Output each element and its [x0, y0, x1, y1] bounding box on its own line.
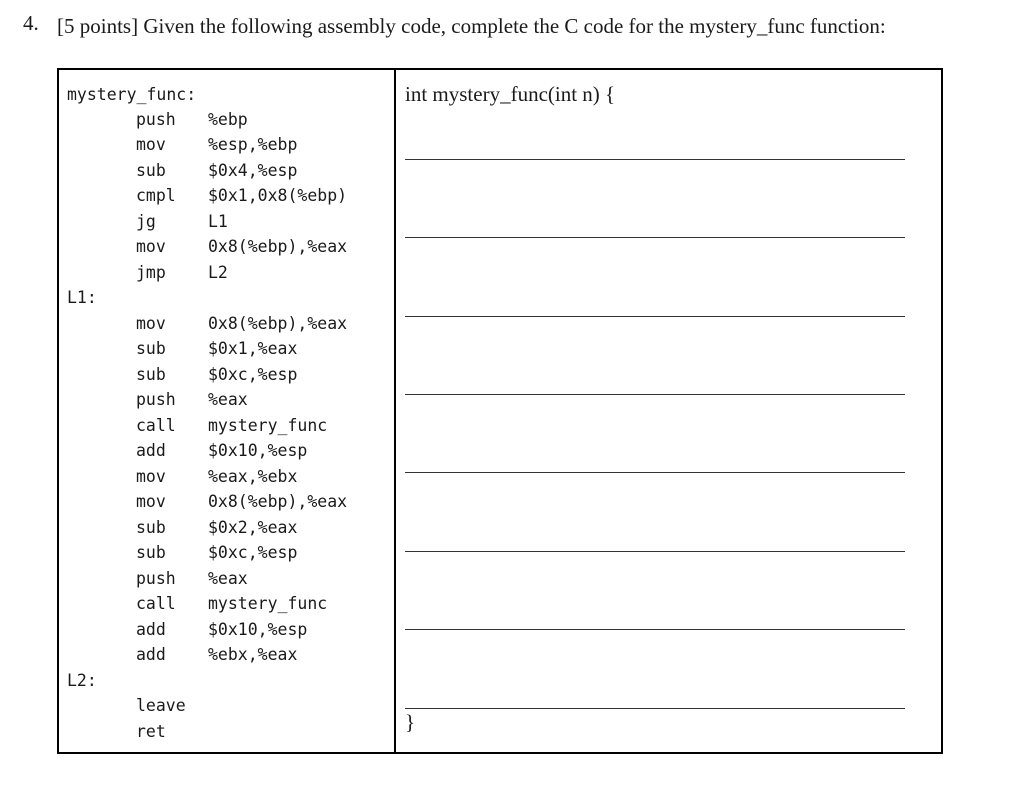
answer-blank-line[interactable] [405, 159, 905, 160]
answer-blank-line[interactable] [405, 316, 905, 317]
asm-label: L1: [67, 288, 97, 307]
asm-label-row [59, 668, 394, 693]
asm-operand: %ebx,%eax [208, 645, 298, 664]
asm-instruction-row [59, 464, 394, 489]
asm-instruction-row [59, 387, 394, 412]
asm-instruction-row [59, 489, 394, 514]
asm-instruction-row [59, 515, 394, 540]
asm-label-row [59, 82, 394, 107]
asm-opcode: call [136, 594, 176, 613]
asm-operand: $0x1,%eax [208, 339, 298, 358]
asm-opcode: mov [136, 467, 166, 486]
asm-instruction-row [59, 158, 394, 183]
asm-opcode: sub [136, 161, 166, 180]
asm-operand: $0x1,0x8(%ebp) [208, 186, 348, 205]
asm-instruction-row [59, 566, 394, 591]
asm-instruction-row [59, 540, 394, 565]
function-signature: int mystery_func(int n) { [405, 82, 616, 106]
asm-operand: $0x4,%esp [208, 161, 298, 180]
asm-opcode: add [136, 441, 166, 460]
code-table [57, 68, 943, 754]
asm-opcode: sub [136, 518, 166, 537]
asm-instruction-row [59, 107, 394, 132]
asm-instruction-row [59, 234, 394, 259]
asm-instruction-row [59, 617, 394, 642]
asm-opcode: mov [136, 135, 166, 154]
asm-operand: $0x2,%eax [208, 518, 298, 537]
asm-opcode: add [136, 645, 166, 664]
answer-blank-line[interactable] [405, 629, 905, 630]
asm-operand: %esp,%ebp [208, 135, 298, 154]
asm-operand: $0xc,%esp [208, 543, 298, 562]
asm-opcode: sub [136, 365, 166, 384]
asm-instruction-row [59, 311, 394, 336]
answer-blank-line[interactable] [405, 237, 905, 238]
asm-opcode: jmp [136, 263, 166, 282]
asm-instruction-row [59, 132, 394, 157]
asm-operand: $0x10,%esp [208, 441, 308, 460]
asm-instruction-row [59, 183, 394, 208]
asm-opcode: mov [136, 314, 166, 333]
c-code-column [396, 70, 941, 752]
asm-operand: mystery_func [208, 594, 328, 613]
closing-brace: } [405, 710, 416, 734]
asm-opcode: push [136, 110, 176, 129]
asm-opcode: push [136, 569, 176, 588]
asm-instruction-row [59, 260, 394, 285]
asm-instruction-row [59, 719, 394, 744]
asm-instruction-row [59, 336, 394, 361]
asm-opcode: leave [136, 696, 186, 715]
answer-blank-line[interactable] [405, 472, 905, 473]
asm-instruction-row [59, 413, 394, 438]
asm-opcode: push [136, 390, 176, 409]
asm-label-row [59, 285, 394, 310]
asm-operand: 0x8(%ebp),%eax [208, 492, 348, 511]
question-text: [5 points] Given the following assembly code, complete the C code for the mystery_func function: [57, 14, 886, 38]
asm-operand: %eax [208, 390, 248, 409]
asm-instruction-row [59, 362, 394, 387]
asm-operand: L1 [208, 212, 228, 231]
asm-operand: %eax,%ebx [208, 467, 298, 486]
asm-opcode: cmpl [136, 186, 176, 205]
asm-instruction-row [59, 693, 394, 718]
asm-operand: 0x8(%ebp),%eax [208, 314, 348, 333]
asm-opcode: sub [136, 339, 166, 358]
asm-opcode: call [136, 416, 176, 435]
asm-opcode: mov [136, 237, 166, 256]
asm-instruction-row [59, 209, 394, 234]
answer-blank-line[interactable] [405, 708, 905, 709]
asm-operand: %ebp [208, 110, 248, 129]
asm-instruction-row [59, 591, 394, 616]
asm-operand: 0x8(%ebp),%eax [208, 237, 348, 256]
asm-instruction-row [59, 642, 394, 667]
answer-blank-line[interactable] [405, 551, 905, 552]
question-number: 4. [23, 11, 39, 35]
asm-opcode: jg [136, 212, 156, 231]
asm-operand: $0xc,%esp [208, 365, 298, 384]
asm-operand: L2 [208, 263, 228, 282]
asm-opcode: mov [136, 492, 166, 511]
asm-label: mystery_func: [67, 85, 197, 104]
asm-operand: mystery_func [208, 416, 328, 435]
asm-opcode: add [136, 620, 166, 639]
assembly-column [59, 70, 394, 752]
asm-opcode: ret [136, 722, 166, 741]
asm-operand: $0x10,%esp [208, 620, 308, 639]
asm-opcode: sub [136, 543, 166, 562]
answer-blank-line[interactable] [405, 394, 905, 395]
asm-label: L2: [67, 671, 97, 690]
asm-operand: %eax [208, 569, 248, 588]
asm-instruction-row [59, 438, 394, 463]
